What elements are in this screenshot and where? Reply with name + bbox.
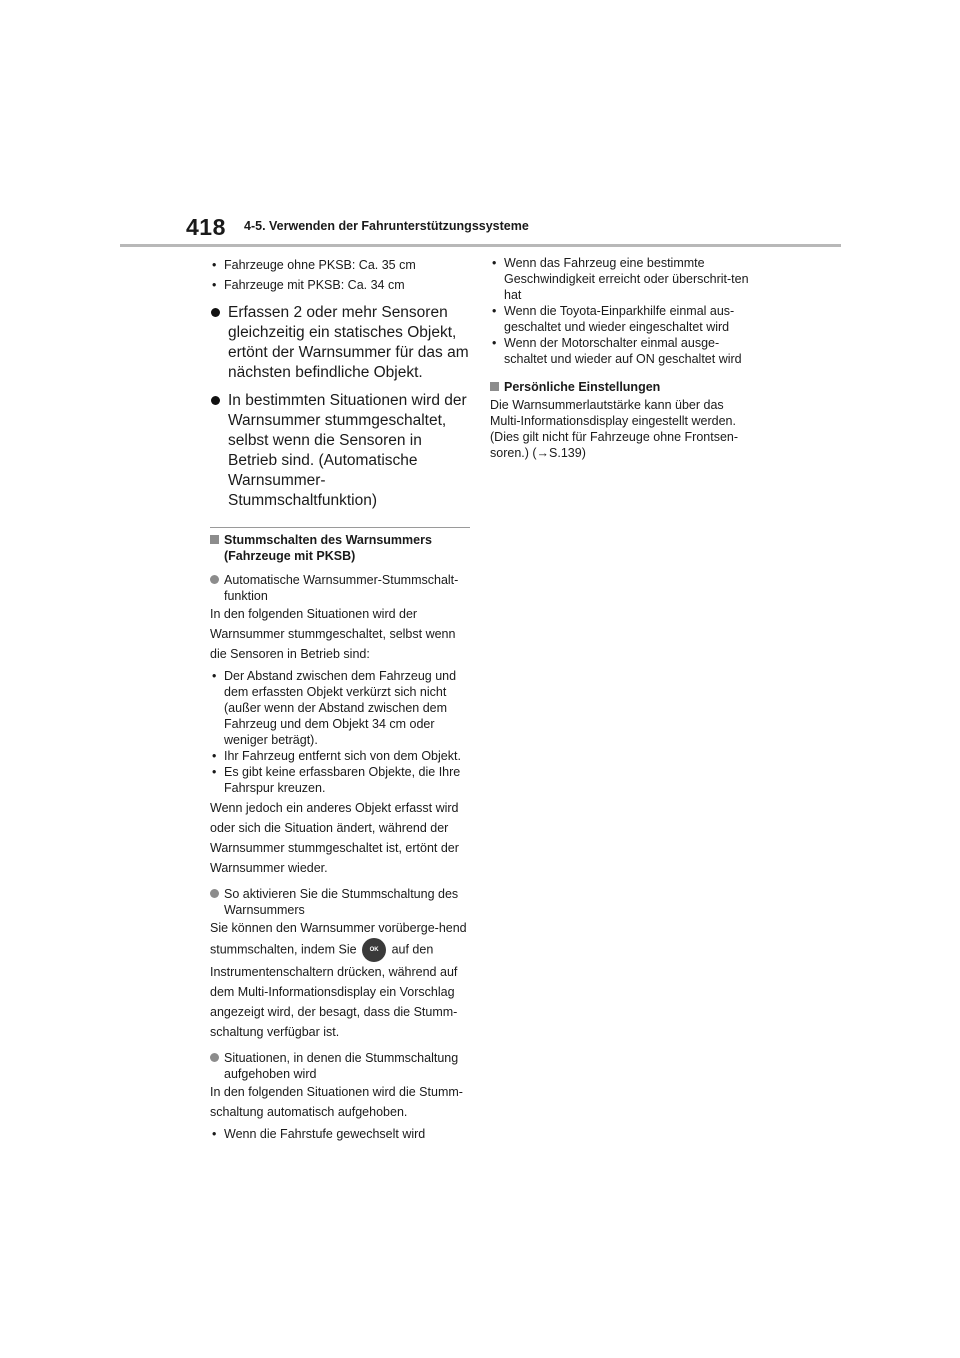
section-heading — [490, 379, 752, 395]
left-column — [210, 255, 470, 1144]
section-divider — [210, 527, 470, 564]
page-number: 418 — [186, 214, 226, 240]
paragraph: Die Warnsummerlautstärke kann über das Multi-Informationsdisplay eingestellt werden. (Dies gilt nicht für Fahrzeuge ohne Frontsen-soren.) (→S.139) — [490, 398, 739, 460]
list-item: • Der Abstand zwischen dem Fahrzeug und dem erfassten Objekt verkürzt sich nicht (außer wenn der Abstand zwischen dem Fahrzeug und dem Objekt 34 cm oder weniger beträgt). — [210, 668, 470, 748]
circle-marker-icon — [210, 1053, 219, 1062]
subsection-heading-text: So aktivieren Sie die Stummschaltung des Warnsummers — [224, 887, 459, 917]
section-heading — [210, 532, 470, 564]
bullet-dot-icon — [211, 396, 220, 405]
lead-item-text: In bestimmten Situationen wird der Warnsummer stummgeschaltet, selbst wenn die Sensoren in Betrieb sind. (Automatische Warnsummer-Stummschaltfunktion) — [228, 392, 467, 509]
list-item: • Es gibt keine erfassbaren Objekte, die Ihre Fahrspur kreuzen. — [210, 764, 470, 796]
paragraph: Wenn jedoch ein anderes Objekt erfasst wird oder sich die Situation ändert, während der Warnsummer stummgeschaltet ist, ertönt der Warnsummer wieder. — [210, 801, 459, 875]
lead-item — [210, 391, 470, 511]
list-item: • Fahrzeuge mit PKSB: Ca. 34 cm — [210, 275, 470, 295]
section-heading-text: Stummschalten des Warnsummers (Fahrzeuge mit PKSB) — [224, 533, 432, 563]
header-divider — [120, 244, 841, 247]
paragraph: In den folgenden Situationen wird die Stumm-schaltung automatisch aufgehoben. — [210, 1085, 463, 1119]
paragraph: In den folgenden Situationen wird der Warnsummer stummgeschaltet, selbst wenn die Sensoren in Betrieb sind: — [210, 607, 456, 661]
subsection-heading-text: Automatische Warnsummer-Stummschalt-funktion — [224, 573, 459, 603]
section-heading-text: Persönliche Einstellungen — [504, 380, 661, 394]
subsection-heading — [210, 886, 470, 918]
lead-item-text: Erfassen 2 oder mehr Sensoren gleichzeitig ein statisches Objekt, ertönt der Warnsummer für das am nächsten befindliche Objekt. — [228, 304, 469, 381]
paragraph-text: Sie können den Warnsummer vorüberge-hend stummschalten, indem Sie — [210, 921, 467, 957]
paragraph-text: auf den Instrumentenschaltern drücken, während auf dem Multi-Informationsdisplay ein Vorschlag angezeigt wird, der besagt, dass die Stumm-schaltung verfügbar ist. — [210, 942, 458, 1039]
circle-marker-icon — [210, 889, 219, 898]
ok-button-icon: OK — [362, 938, 386, 962]
square-marker-icon — [210, 535, 219, 544]
list-item: • Ihr Fahrzeug entfernt sich von dem Objekt. — [210, 748, 470, 764]
section-title: 4-5. Verwenden der Fahrunterstützungssysteme — [244, 219, 529, 233]
list-item: • Wenn die Toyota-Einparkhilfe einmal aus-geschaltet und wieder eingeschaltet wird — [490, 303, 752, 335]
square-marker-icon — [490, 382, 499, 391]
list-item: • Wenn die Fahrstufe gewechselt wird — [210, 1124, 470, 1144]
subsection-heading-text: Situationen, in denen die Stummschaltung aufgehoben wird — [224, 1051, 459, 1081]
list-item: • Wenn das Fahrzeug eine bestimmte Geschwindigkeit erreicht oder überschrit-ten hat — [490, 255, 752, 303]
list-item: • Fahrzeuge ohne PKSB: Ca. 35 cm — [210, 255, 470, 275]
subsection-heading — [210, 1050, 470, 1082]
circle-marker-icon — [210, 575, 219, 584]
bullet-dot-icon — [211, 308, 220, 317]
lead-item — [210, 303, 470, 383]
subsection-heading — [210, 572, 470, 604]
right-column — [490, 255, 752, 461]
bullet-list — [210, 668, 470, 796]
list-item: • Wenn der Motorschalter einmal ausge-schaltet und wieder auf ON geschaltet wird — [490, 335, 752, 367]
paragraph — [210, 918, 470, 1042]
